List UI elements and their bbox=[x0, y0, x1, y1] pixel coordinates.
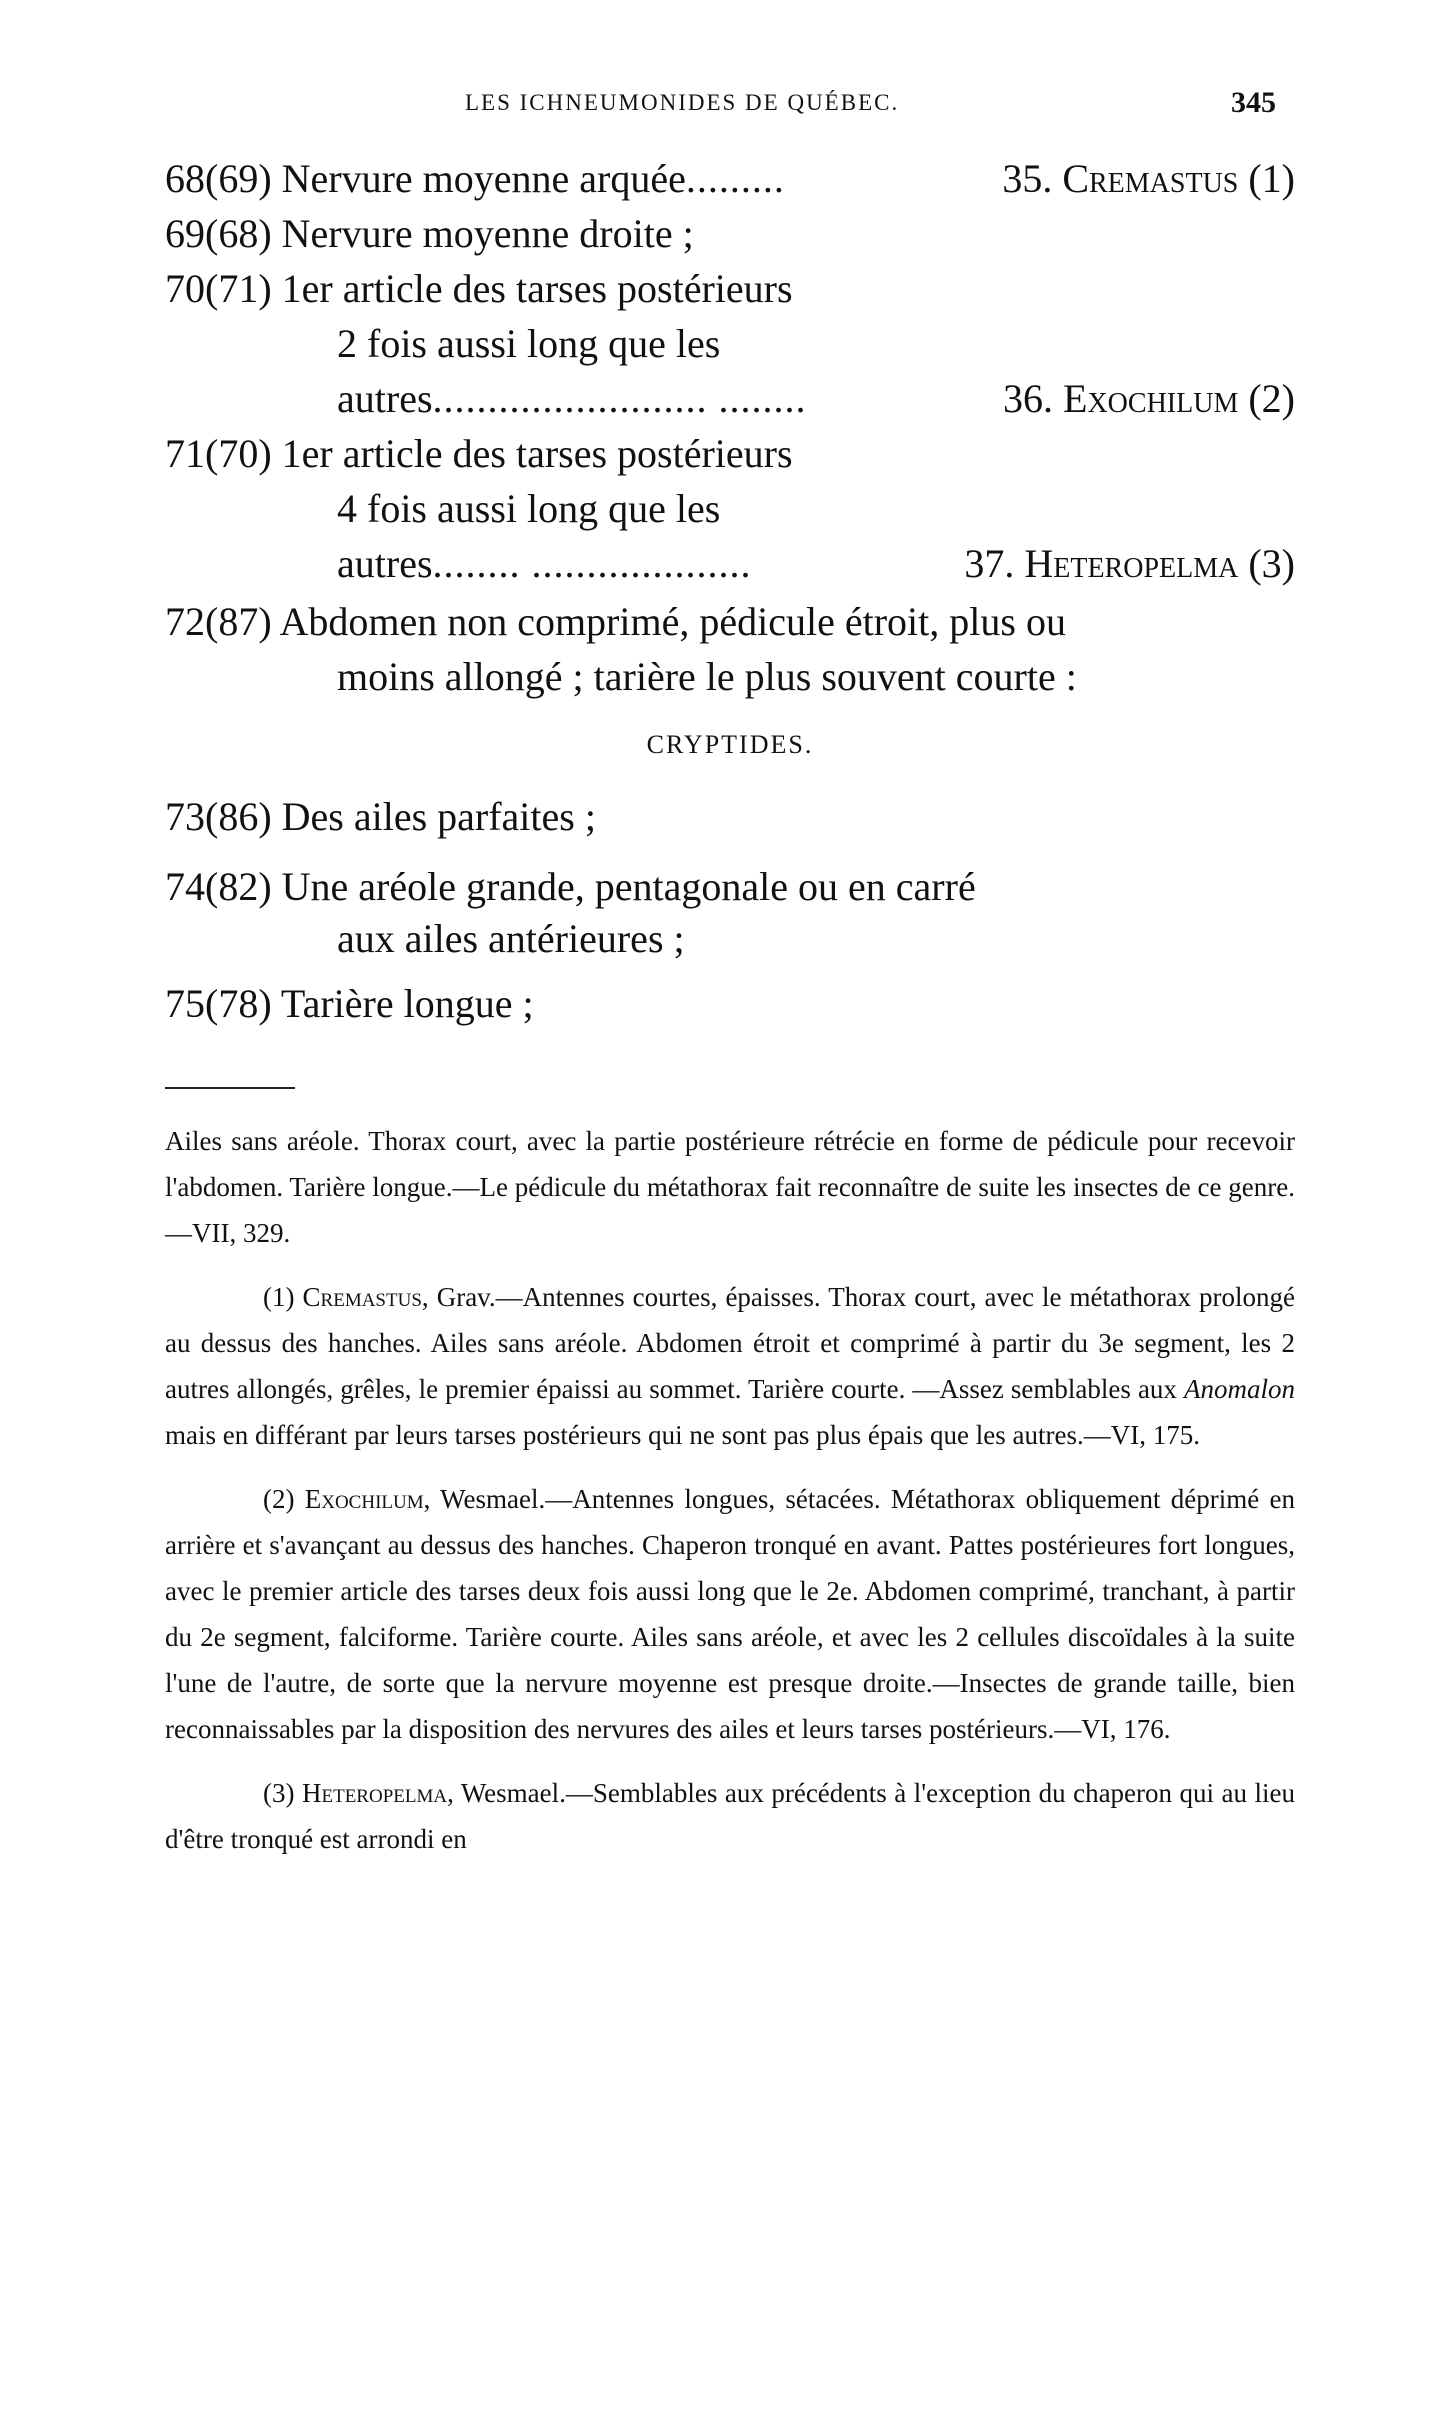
genus-name: Heteropelma bbox=[301, 1778, 448, 1808]
genus-name: Exochilum bbox=[1063, 376, 1239, 421]
footnote-text: mais en différant par leurs tarses postérieurs qui ne sont pas plus épais que les autres.—VI, 175. bbox=[165, 1420, 1200, 1450]
couplet-text: moins allongé ; tarière le plus souvent courte : bbox=[337, 654, 1077, 699]
footnote-rule bbox=[165, 1087, 295, 1089]
running-title: LES ICHNEUMONIDES DE QUÉBEC. bbox=[465, 90, 900, 115]
couplet-number: 73(86) bbox=[165, 794, 272, 839]
couplet-text: Nervure moyenne droite ; bbox=[281, 211, 694, 256]
key-continuation bbox=[337, 653, 1077, 701]
footnote-text: , Grav.—Antennes courtes, épaisses. Thorax court, avec le métathorax prolongé au dessus des hanches. Ailes sans aréole. Abdomen étroit et comprimé à partir du 3e segment, les 2 autres allongés, grêles, le premier épaissi au sommet. Tarière courte. —Assez semblables aux bbox=[165, 1282, 1295, 1404]
genus-name: Cremastus bbox=[302, 1282, 422, 1312]
couplet-text: Tarière longue ; bbox=[280, 981, 534, 1026]
key-couplet-72 bbox=[165, 598, 1066, 646]
footnote-1 bbox=[165, 1274, 1295, 1458]
leader-dots: ......................... ........ bbox=[432, 376, 807, 421]
couplet-text: 1er article des tarses postérieurs bbox=[281, 266, 793, 311]
footnote-3 bbox=[165, 1770, 1295, 1862]
couplet-number: 75(78) bbox=[165, 981, 272, 1026]
couplet-number: 72(87) bbox=[165, 599, 272, 644]
key-couplet-69 bbox=[165, 210, 694, 258]
couplet-text: Nervure moyenne arquée bbox=[281, 156, 686, 201]
page-number: 345 bbox=[1231, 86, 1276, 119]
key-couplet-74 bbox=[165, 863, 976, 911]
couplet-text: Abdomen non comprimé, pédicule étroit, plus ou bbox=[279, 599, 1066, 644]
couplet-text: autres bbox=[337, 541, 433, 586]
leader-dots: ......... bbox=[685, 156, 785, 201]
genus-name: Heteropelma bbox=[1024, 541, 1239, 586]
couplet-text: Des ailes parfaites ; bbox=[281, 794, 596, 839]
key-continuation bbox=[337, 485, 720, 533]
genus-name: Cremastus bbox=[1062, 156, 1239, 201]
key-continuation bbox=[337, 540, 1295, 588]
genus-reference bbox=[1002, 155, 1295, 203]
key-continuation bbox=[337, 320, 720, 368]
genus-number: 35. bbox=[1002, 156, 1053, 201]
footnote-text: , Wesmael.—Semblables aux précédents à l'exception du chaperon qui au lieu d'être tronqué est arrondi en bbox=[165, 1778, 1295, 1854]
couplet-number: 68(69) bbox=[165, 156, 272, 201]
couplet-number: 74(82) bbox=[165, 864, 272, 909]
key-couplet-75 bbox=[165, 980, 534, 1028]
genus-reference bbox=[964, 540, 1295, 588]
footnotes bbox=[165, 1118, 1295, 1880]
key-couplet-73 bbox=[165, 793, 596, 841]
genus-reference bbox=[1003, 375, 1295, 423]
footnote-continuation: Ailes sans aréole. Thorax court, avec la partie postérieure rétrécie en forme de pédicule pour recevoir l'abdomen. Tarière longue.—Le pédicule du métathorax fait reconnaître de suite les insectes de ce genre.—VII, 329. bbox=[165, 1126, 1295, 1248]
footnote-mark: (2) bbox=[1248, 376, 1295, 421]
running-head bbox=[165, 86, 1276, 130]
genus-italic: Anomalon bbox=[1184, 1374, 1295, 1404]
key-couplet-71 bbox=[165, 430, 793, 478]
couplet-text: autres bbox=[337, 376, 433, 421]
genus-number: 37. bbox=[964, 541, 1015, 586]
couplet-number: 71(70) bbox=[165, 431, 272, 476]
couplet-text: 4 fois aussi long que les bbox=[337, 486, 721, 531]
footnote-mark: (2) bbox=[263, 1484, 295, 1514]
section-heading: CRYPTIDES. bbox=[646, 730, 814, 759]
couplet-text: 1er article des tarses postérieurs bbox=[281, 431, 793, 476]
genus-name: Exochilum bbox=[304, 1484, 424, 1514]
leader-dots: ........ .................... bbox=[432, 541, 752, 586]
footnote-text: , Wesmael.—Antennes longues, sétacées. Métathorax obliquement déprimé en arrière et s'avançant au dessus des hanches. Chaperon tronqué en avant. Pattes postérieures fort longues, avec le premier article des tarses deux fois aussi long que le 2e. Abdomen comprimé, tranchant, à partir du 2e segment, falciforme. Tarière courte. Ailes sans aréole, et avec les 2 cellules discoïdales à la suite l'une de l'autre, de sorte que la nervure moyenne est presque droite.—Insectes de grande taille, bien reconnaissables par la disposition des nervures des ailes et leurs tarses postérieurs.—VI, 176. bbox=[165, 1484, 1296, 1744]
key-continuation bbox=[337, 375, 1295, 423]
key-couplet-70 bbox=[165, 265, 793, 313]
footnote-mark: (3) bbox=[1248, 541, 1295, 586]
footnote-2 bbox=[165, 1476, 1295, 1752]
couplet-number: 69(68) bbox=[165, 211, 272, 256]
key-continuation bbox=[337, 915, 685, 963]
genus-number: 36. bbox=[1003, 376, 1054, 421]
couplet-text: aux ailes antérieures ; bbox=[337, 916, 685, 961]
key-couplet-68 bbox=[165, 155, 1295, 203]
footnote-mark: (1) bbox=[1248, 156, 1295, 201]
footnote-mark: (3) bbox=[263, 1778, 295, 1808]
couplet-text: 2 fois aussi long que les bbox=[337, 321, 721, 366]
couplet-number: 70(71) bbox=[165, 266, 272, 311]
footnote-mark: (1) bbox=[263, 1282, 295, 1312]
couplet-text: Une aréole grande, pentagonale ou en carré bbox=[281, 864, 976, 909]
